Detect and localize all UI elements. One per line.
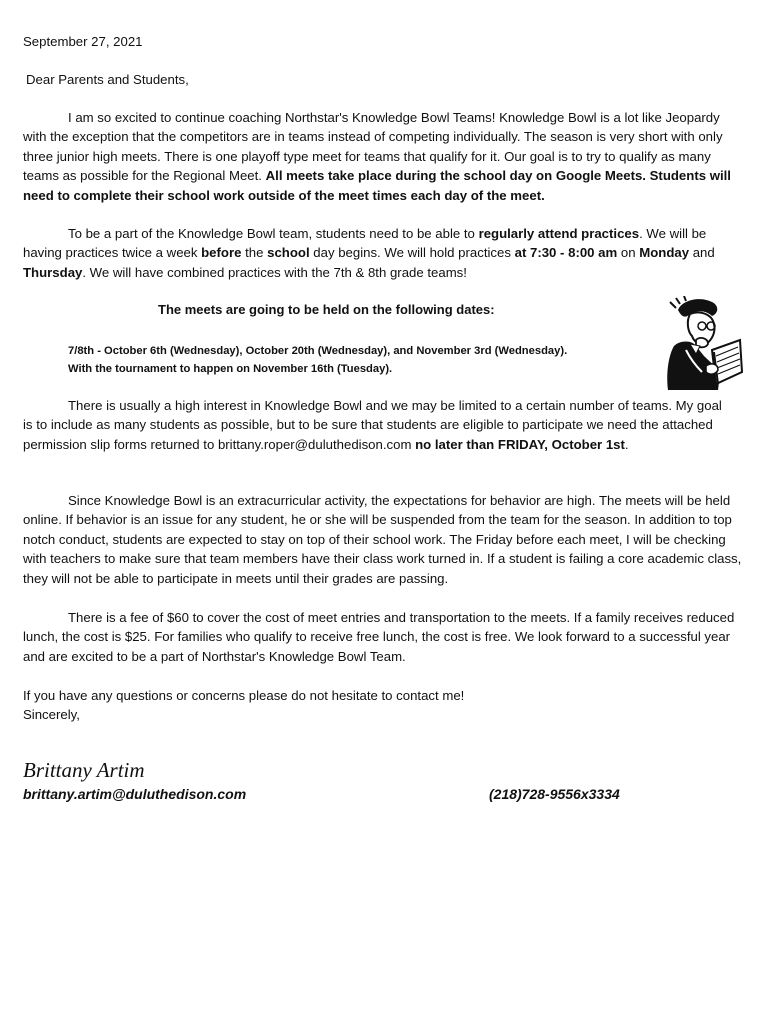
permission-end: .	[624, 436, 629, 452]
paragraph-fee: There is a fee of $60 to cover the cost of meet entries and transportation to the meets. If a family receives reduced lunch, the cost is $25. For families who qualify to receive free lunch, the cost is free. We look forward to a successful year and are excited to be a part of Northstar's Knowledge Bowl Team.	[23, 610, 735, 664]
handwritten-signature: Brittany Artim	[23, 758, 145, 782]
intro-text: I am so excited to continue coaching Northstar's Knowledge Bowl Teams! Knowledge Bowl is a lot like Jeopardy with the exception that the competitors are in teams instead of competing individually. The season is very short with only three junior high meets. There is one playoff type meet for teams that qualify for it. Our goal is to try to qualify as many teams as possible for the Regional Meet.	[23, 110, 723, 184]
practices-text-m: . We will have combined practices with the 7th & 8th grade teams!	[82, 264, 467, 280]
permission-text: There is usually a high interest in Knowledge Bowl and we may be limited to a certain number of teams. My goal is to include as many students as possible, but to be sure that students are eligible to participate we need the attached permission slip forms returned to brittany.roper@duluthedison.com	[23, 398, 722, 452]
tournament-date-line: With the tournament to happen on November 16th (Tuesday).	[68, 363, 393, 375]
paragraph-behavior: Since Knowledge Bowl is an extracurricular activity, the expectations for behavior are high. The meets will be held online. If behavior is an issue for any student, he or she will be suspended from the team for the season. In addition to top notch conduct, students are expected to stay on top of their school work. The Friday before each meet, I will be checking with teachers to make sure that team members have their class work turned in. If a student is failing a core academic class, they will not be able to participate in meets until their grades are passing.	[23, 493, 742, 586]
practices-text-a: To be a part of the Knowledge Bowl team, students need to be able to	[68, 226, 479, 241]
closing	[23, 686, 464, 725]
meets-heading: The meets are going to be held on the following dates:	[158, 302, 495, 317]
paragraph-practices	[23, 224, 745, 282]
paragraph-intro	[23, 108, 745, 205]
contact-phone: (218)728-9556x3334	[489, 786, 620, 802]
meets-dates-line: 7/8th - October 6th (Wednesday), October 20th (Wednesday), and November 3rd (Wednesday).	[68, 345, 568, 357]
paragraph-permission	[23, 396, 723, 454]
letter-date: September 27, 2021	[23, 34, 143, 49]
practices-bold-a: regularly attend practices	[478, 226, 640, 241]
practices-bold-monday: Monday	[639, 245, 690, 261]
reading-man-clipart-icon	[660, 296, 744, 392]
contact-email[interactable]: brittany.artim@duluthedison.com	[23, 786, 247, 802]
salutation: Dear Parents and Students,	[26, 72, 189, 87]
closing-line: If you have any questions or concerns please do not hesitate to contact me!	[23, 688, 465, 703]
practices-text-g: day begins. We will hold practices	[309, 245, 515, 261]
sign-off: Sincerely,	[23, 707, 80, 723]
practices-bold-time: at 7:30 - 8:00 am	[514, 245, 618, 261]
meets-dates	[68, 342, 567, 378]
practices-text-i: on	[617, 245, 640, 261]
intro-bold-text: All meets take place during the school day on Google Meets. Students will need to complete their school work outside of the meet times each day of the meet.	[23, 168, 731, 203]
permission-deadline: no later than FRIDAY, October 1st	[415, 436, 625, 452]
practices-text-e: the	[241, 245, 268, 261]
practices-bold-school: school	[267, 245, 310, 261]
practices-bold-thursday: Thursday	[23, 264, 83, 280]
practices-bold-before: before	[201, 245, 242, 261]
practices-text-k: and	[689, 245, 715, 261]
practices-text-c: . We will be having practices twice a week	[23, 226, 707, 261]
